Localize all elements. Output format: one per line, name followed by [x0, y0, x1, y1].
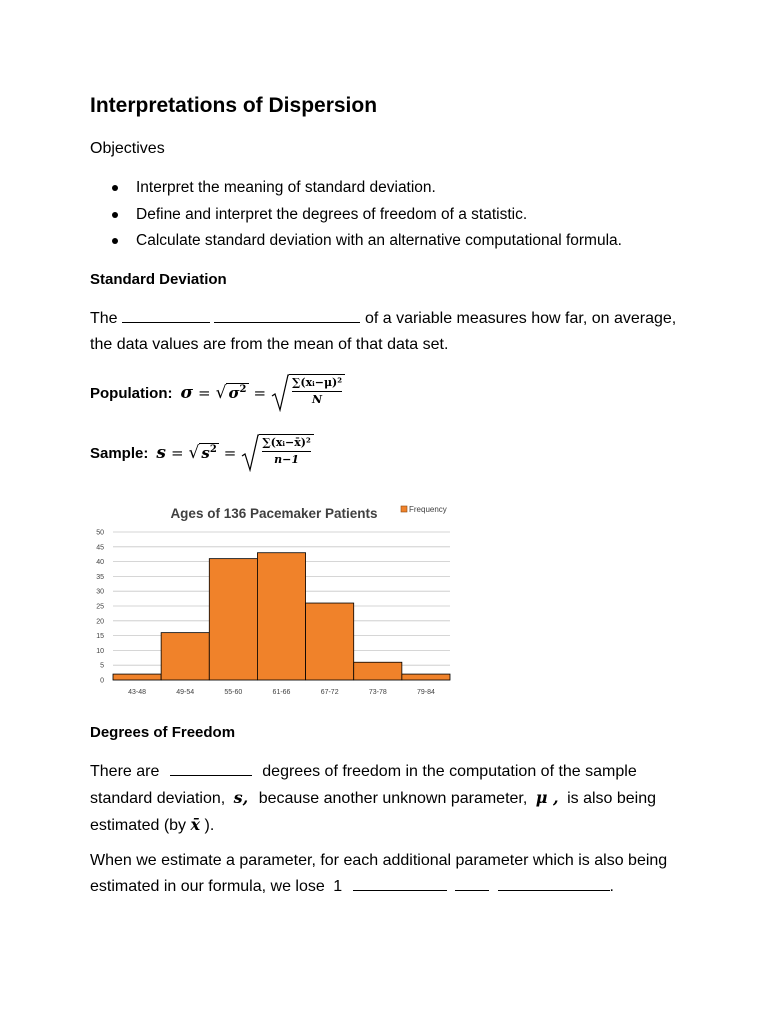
legend-swatch	[401, 506, 407, 512]
objective-item	[112, 178, 622, 205]
histogram-bar	[161, 633, 209, 680]
mu-symbol: μ ,	[535, 788, 559, 807]
radical-icon	[241, 434, 259, 472]
x-tick-label: 73-78	[368, 689, 387, 696]
bullet-icon	[112, 212, 118, 218]
histogram-bar	[257, 553, 305, 680]
radical-icon	[271, 374, 289, 412]
dof-text: estimated in our formula, we lose	[90, 878, 325, 895]
objective-item	[112, 205, 622, 232]
y-tick-label: 20	[96, 618, 104, 626]
std-dev-definition	[90, 306, 690, 358]
dof-text: because another unknown parameter,	[258, 790, 528, 807]
chart-title: Ages of 136 Pacemaker Patients	[170, 506, 378, 521]
sigma-symbol: σ	[180, 383, 194, 403]
dof-paragraph	[90, 759, 710, 839]
sqrt-sample-variance: √ $s^2$	[188, 443, 217, 463]
dof-paragraph-2	[90, 848, 730, 900]
std-dev-heading: Standard Deviation	[90, 271, 227, 288]
bullet-icon	[112, 238, 118, 244]
histogram-svg	[88, 496, 458, 702]
y-tick-label: 30	[96, 588, 104, 596]
std-dev-text-start: The	[90, 310, 118, 327]
population-label: Population:	[90, 384, 173, 402]
histogram-bar	[209, 559, 257, 680]
y-tick-label: 10	[96, 647, 104, 655]
fill-in-blank	[353, 876, 447, 891]
legend-label: Frequency	[409, 505, 447, 514]
dof-text: There are	[90, 763, 160, 780]
sample-formula: Sample: s = √ $s^2$ = $\frac{\text{∑(xᵢ−x̄)²}}{n-1}$	[90, 434, 314, 472]
fill-in-blank	[122, 308, 210, 323]
bullet-icon	[112, 185, 118, 191]
y-tick-label: 50	[96, 529, 104, 537]
x-tick-label: 43-48	[128, 689, 147, 696]
dof-text: standard deviation,	[90, 790, 226, 807]
std-dev-text-mid: of a variable measures how far, on average,	[364, 310, 677, 327]
objectives-list	[112, 178, 622, 258]
s-symbol: s	[156, 443, 166, 463]
x-tick-label: 61-66	[272, 689, 291, 696]
objectives-heading: Objectives	[90, 140, 165, 157]
dof-text: degrees of freedom in the computation of the sample	[262, 763, 637, 780]
population-denominator: N	[312, 393, 323, 406]
dof-text: ).	[204, 817, 215, 834]
objective-text: Calculate standard deviation with an alternative computational formula.	[136, 232, 622, 249]
sqrt-variance: √ $\sigma^2$	[215, 383, 247, 403]
y-tick-label: 15	[96, 633, 104, 641]
x-tick-label: 49-54	[176, 689, 195, 696]
population-formula: Population: σ = √ $\sigma^2$ = $\frac{\text{∑(xᵢ−μ)²}}{N}$	[90, 374, 345, 412]
y-tick-label: 0	[100, 677, 104, 685]
fill-in-blank	[214, 308, 360, 323]
x-tick-label: 67-72	[320, 689, 339, 696]
histogram-bar	[306, 603, 354, 680]
dof-heading: Degrees of Freedom	[90, 724, 236, 741]
y-tick-label: 40	[96, 559, 104, 567]
objective-text: Interpret the meaning of standard deviation.	[136, 179, 436, 196]
histogram-bar	[354, 662, 402, 680]
fill-in-blank	[170, 761, 252, 776]
population-numerator: ∑(xᵢ−μ)²	[292, 376, 342, 392]
histogram-chart	[88, 496, 458, 707]
sample-denominator: n−1	[274, 453, 300, 466]
s-symbol: s,	[233, 788, 249, 807]
std-dev-text-end: the data values are from the mean of that data set.	[90, 336, 449, 353]
fill-in-blank	[498, 876, 610, 891]
x-tick-label: 55-60	[224, 689, 243, 696]
objective-text: Define and interpret the degrees of freedom of a statistic.	[136, 205, 528, 223]
x-tick-label: 79-84	[416, 689, 435, 696]
sample-numerator: ∑(xᵢ−x̄)²	[262, 436, 310, 452]
y-tick-label: 45	[96, 544, 104, 552]
y-tick-label: 35	[96, 573, 104, 581]
page-title: Interpretations of Dispersion	[90, 94, 378, 117]
histogram-bar	[402, 674, 450, 680]
sample-sqrt-fraction	[241, 434, 313, 472]
dof-number: 1	[333, 878, 343, 895]
y-tick-label: 5	[100, 662, 104, 670]
xbar-symbol: x̄	[190, 815, 201, 834]
histogram-bar	[113, 674, 161, 680]
fill-in-blank	[455, 876, 489, 891]
dof-text: When we estimate a parameter, for each additional parameter which is also being	[90, 852, 668, 869]
sample-label: Sample:	[90, 444, 149, 462]
dof-text: is also being	[567, 790, 657, 807]
objective-item	[112, 231, 622, 258]
y-tick-label: 25	[96, 603, 104, 611]
population-sqrt-fraction	[271, 374, 345, 412]
dof-text: estimated (by	[90, 817, 187, 834]
dof-text: .	[609, 878, 614, 895]
